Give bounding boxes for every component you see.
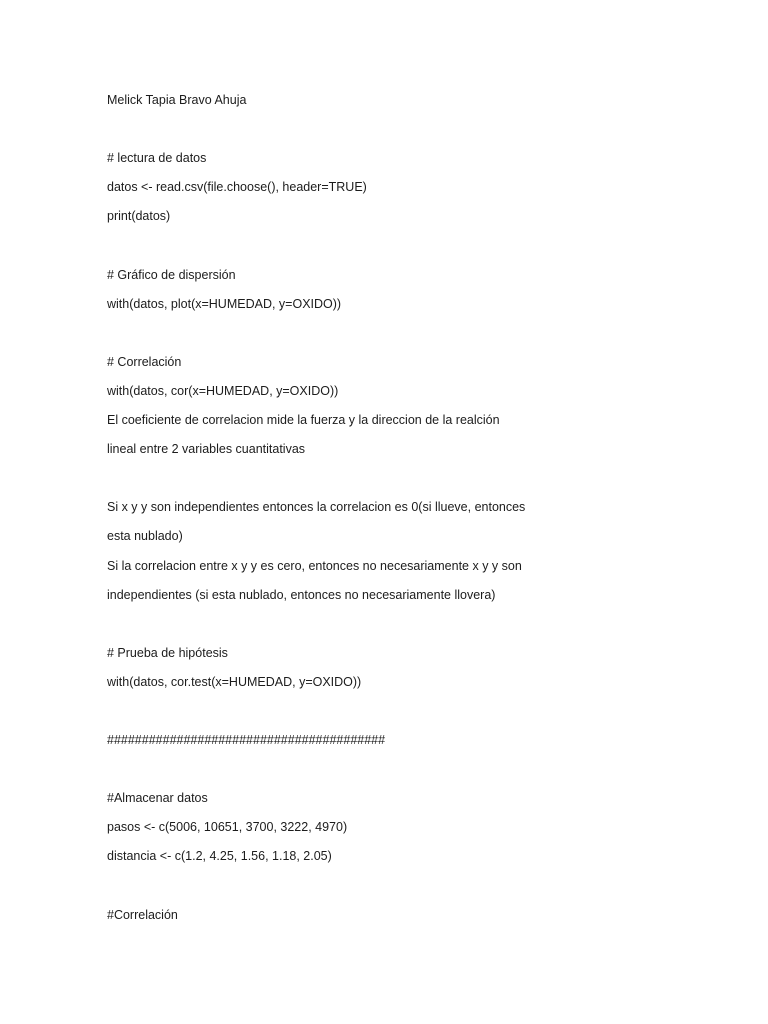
blank-line: [107, 468, 707, 497]
text-line: with(datos, cor(x=HUMEDAD, y=OXIDO)): [107, 383, 339, 398]
comment-line: ########################################: [107, 733, 386, 748]
document-body: [107, 90, 707, 934]
comment-line: #Correlación: [107, 907, 178, 922]
text-line: datos <- read.csv(file.choose(), header=TRUE): [107, 180, 367, 195]
text-line: Si x y y son independientes entonces la correlacion es 0(si llueve, entonces: [107, 500, 526, 515]
text-line: print(datos): [107, 209, 171, 224]
blank-line: [107, 323, 707, 352]
text-line: independientes (si esta nublado, entonces no necesariamente llovera): [107, 587, 496, 602]
comment-line: # Gráfico de dispersión: [107, 267, 236, 282]
text-line: with(datos, cor.test(x=HUMEDAD, y=OXIDO)): [107, 674, 362, 689]
comment-line: # Prueba de hipótesis: [107, 645, 228, 660]
comment-line: # lectura de datos: [107, 151, 207, 166]
text-line: esta nublado): [107, 529, 183, 544]
blank-line: [107, 759, 707, 788]
blank-line: [107, 119, 707, 148]
text-line: with(datos, plot(x=HUMEDAD, y=OXIDO)): [107, 296, 342, 311]
text-line: distancia <- c(1.2, 4.25, 1.56, 1.18, 2.05): [107, 849, 332, 864]
blank-line: [107, 614, 707, 643]
text-line: El coeficiente de correlacion mide la fuerza y la direccion de la realción: [107, 413, 500, 428]
comment-line: # Correlación: [107, 354, 182, 369]
text-line: pasos <- c(5006, 10651, 3700, 3222, 4970): [107, 820, 348, 835]
author-line: Melick Tapia Bravo Ahuja: [107, 93, 247, 107]
blank-line: [107, 701, 707, 730]
comment-line: #Almacenar datos: [107, 791, 208, 806]
blank-line: [107, 235, 707, 264]
text-line: Si la correlacion entre x y y es cero, entonces no necesariamente x y y son: [107, 558, 522, 573]
text-line: lineal entre 2 variables cuantitativas: [107, 442, 306, 457]
blank-line: [107, 876, 707, 905]
